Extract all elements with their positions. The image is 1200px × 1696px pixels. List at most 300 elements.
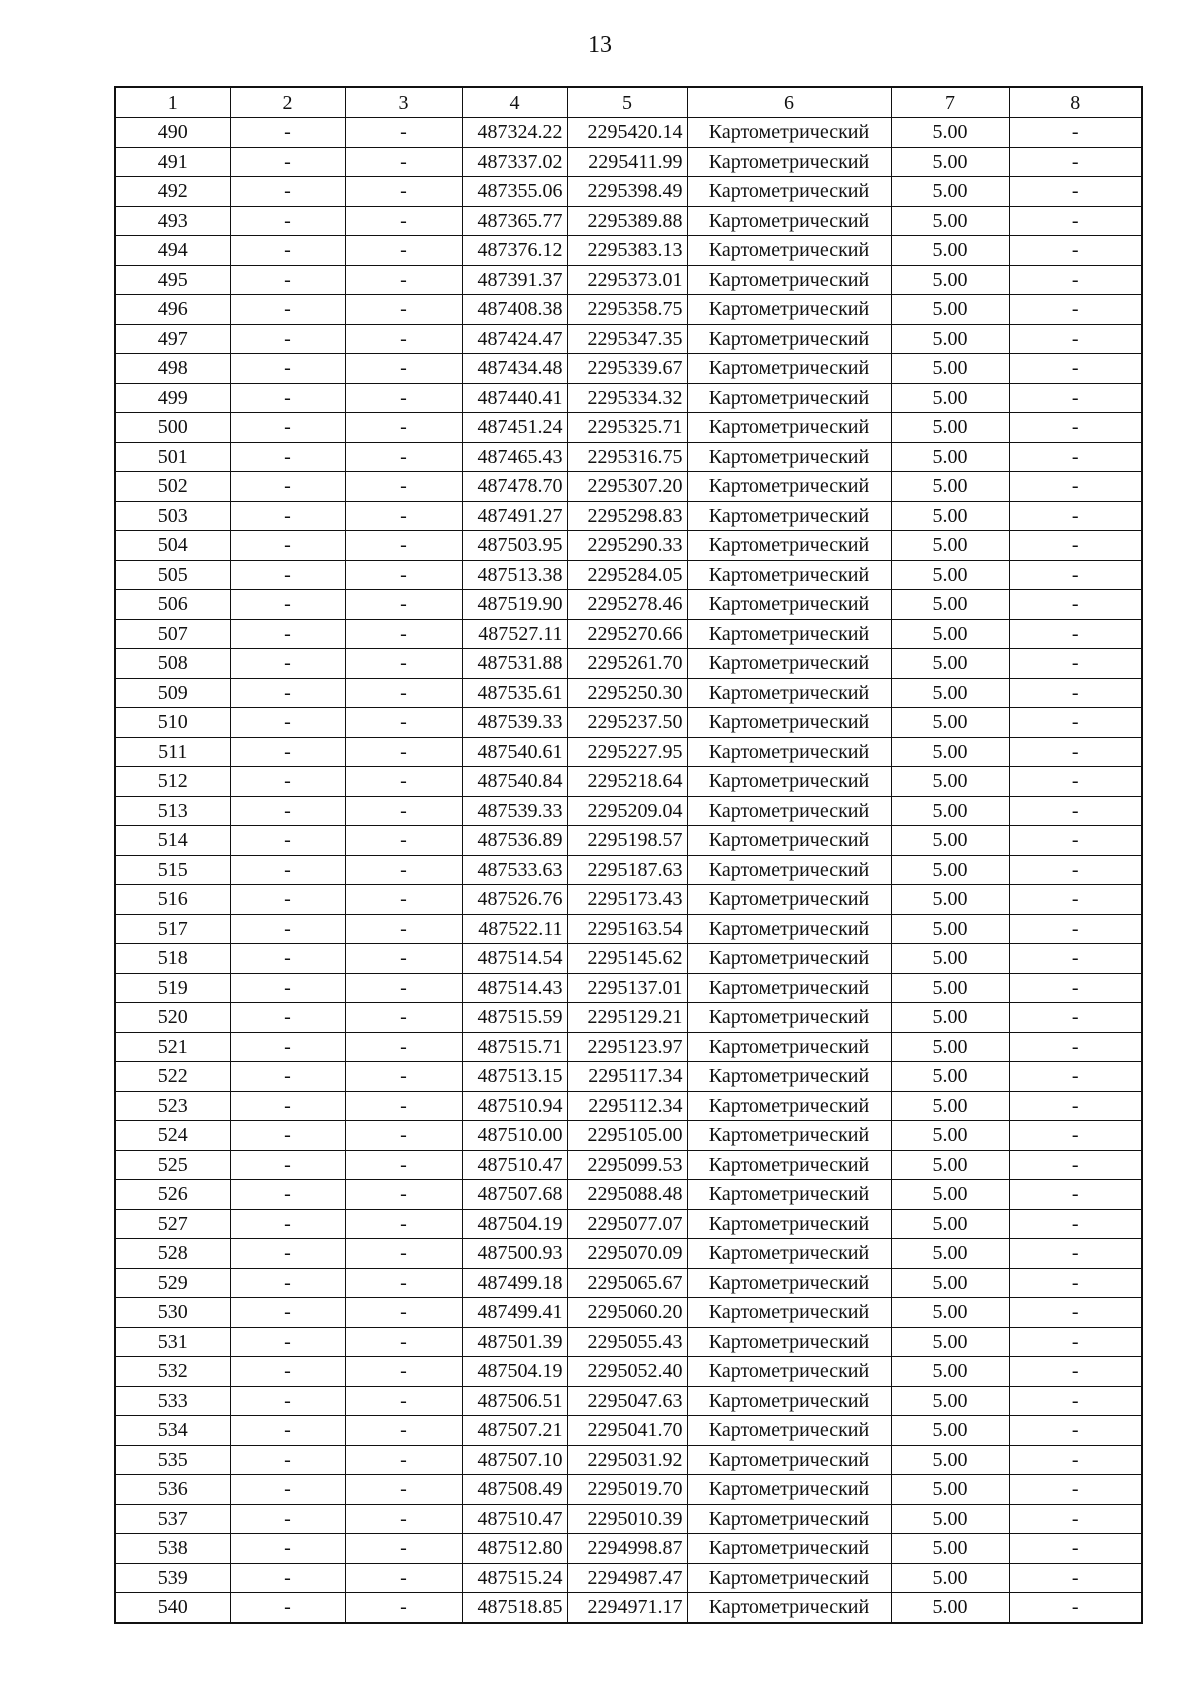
point-number-cell: 530 bbox=[115, 1298, 230, 1328]
accuracy-cell: 5.00 bbox=[891, 1298, 1009, 1328]
col3-cell: - bbox=[345, 265, 462, 295]
table-row bbox=[115, 147, 1142, 177]
col2-cell: - bbox=[230, 413, 345, 443]
x-coordinate-cell: 487391.37 bbox=[462, 265, 567, 295]
col8-cell: - bbox=[1009, 206, 1142, 236]
col3-cell: - bbox=[345, 295, 462, 325]
table-row bbox=[115, 265, 1142, 295]
point-number-cell: 510 bbox=[115, 708, 230, 738]
y-coordinate-cell: 2295077.07 bbox=[567, 1209, 687, 1239]
y-coordinate-cell: 2295065.67 bbox=[567, 1268, 687, 1298]
x-coordinate-cell: 487513.15 bbox=[462, 1062, 567, 1092]
x-coordinate-cell: 487501.39 bbox=[462, 1327, 567, 1357]
table-row bbox=[115, 737, 1142, 767]
point-number-cell: 511 bbox=[115, 737, 230, 767]
col2-cell: - bbox=[230, 767, 345, 797]
point-number-cell: 533 bbox=[115, 1386, 230, 1416]
table-row bbox=[115, 678, 1142, 708]
col2-cell: - bbox=[230, 177, 345, 207]
col2-cell: - bbox=[230, 1091, 345, 1121]
col2-cell: - bbox=[230, 324, 345, 354]
point-number-cell: 517 bbox=[115, 914, 230, 944]
col8-cell: - bbox=[1009, 1475, 1142, 1505]
y-coordinate-cell: 2295261.70 bbox=[567, 649, 687, 679]
col3-cell: - bbox=[345, 177, 462, 207]
method-cell: Картометрический bbox=[687, 1003, 891, 1033]
col8-cell: - bbox=[1009, 1298, 1142, 1328]
y-coordinate-cell: 2295389.88 bbox=[567, 206, 687, 236]
col8-cell: - bbox=[1009, 531, 1142, 561]
table-row bbox=[115, 1593, 1142, 1623]
col8-cell: - bbox=[1009, 1386, 1142, 1416]
method-cell: Картометрический bbox=[687, 1327, 891, 1357]
col3-cell: - bbox=[345, 914, 462, 944]
accuracy-cell: 5.00 bbox=[891, 649, 1009, 679]
col3-cell: - bbox=[345, 1003, 462, 1033]
column-header: 3 bbox=[345, 87, 462, 118]
method-cell: Картометрический bbox=[687, 1209, 891, 1239]
accuracy-cell: 5.00 bbox=[891, 1357, 1009, 1387]
x-coordinate-cell: 487510.47 bbox=[462, 1150, 567, 1180]
y-coordinate-cell: 2295129.21 bbox=[567, 1003, 687, 1033]
x-coordinate-cell: 487518.85 bbox=[462, 1593, 567, 1623]
accuracy-cell: 5.00 bbox=[891, 1062, 1009, 1092]
col3-cell: - bbox=[345, 1121, 462, 1151]
col2-cell: - bbox=[230, 118, 345, 148]
table-row bbox=[115, 590, 1142, 620]
col8-cell: - bbox=[1009, 413, 1142, 443]
table-row bbox=[115, 442, 1142, 472]
col8-cell: - bbox=[1009, 855, 1142, 885]
method-cell: Картометрический bbox=[687, 1298, 891, 1328]
y-coordinate-cell: 2295227.95 bbox=[567, 737, 687, 767]
method-cell: Картометрический bbox=[687, 118, 891, 148]
table-row bbox=[115, 531, 1142, 561]
accuracy-cell: 5.00 bbox=[891, 1209, 1009, 1239]
col8-cell: - bbox=[1009, 973, 1142, 1003]
table-row bbox=[115, 1268, 1142, 1298]
table-row bbox=[115, 1003, 1142, 1033]
table-row bbox=[115, 383, 1142, 413]
col2-cell: - bbox=[230, 1534, 345, 1564]
col3-cell: - bbox=[345, 1239, 462, 1269]
table-row bbox=[115, 1209, 1142, 1239]
method-cell: Картометрический bbox=[687, 354, 891, 384]
col3-cell: - bbox=[345, 1209, 462, 1239]
col3-cell: - bbox=[345, 1268, 462, 1298]
method-cell: Картометрический bbox=[687, 413, 891, 443]
x-coordinate-cell: 487451.24 bbox=[462, 413, 567, 443]
point-number-cell: 508 bbox=[115, 649, 230, 679]
y-coordinate-cell: 2295031.92 bbox=[567, 1445, 687, 1475]
point-number-cell: 527 bbox=[115, 1209, 230, 1239]
method-cell: Картометрический bbox=[687, 442, 891, 472]
x-coordinate-cell: 487515.24 bbox=[462, 1563, 567, 1593]
col2-cell: - bbox=[230, 1327, 345, 1357]
table-row bbox=[115, 649, 1142, 679]
x-coordinate-cell: 487434.48 bbox=[462, 354, 567, 384]
accuracy-cell: 5.00 bbox=[891, 944, 1009, 974]
y-coordinate-cell: 2294987.47 bbox=[567, 1563, 687, 1593]
point-number-cell: 524 bbox=[115, 1121, 230, 1151]
col2-cell: - bbox=[230, 501, 345, 531]
point-number-cell: 540 bbox=[115, 1593, 230, 1623]
col2-cell: - bbox=[230, 590, 345, 620]
method-cell: Картометрический bbox=[687, 1032, 891, 1062]
point-number-cell: 515 bbox=[115, 855, 230, 885]
x-coordinate-cell: 487514.54 bbox=[462, 944, 567, 974]
method-cell: Картометрический bbox=[687, 295, 891, 325]
accuracy-cell: 5.00 bbox=[891, 1504, 1009, 1534]
y-coordinate-cell: 2295420.14 bbox=[567, 118, 687, 148]
col3-cell: - bbox=[345, 973, 462, 1003]
point-number-cell: 509 bbox=[115, 678, 230, 708]
table-row bbox=[115, 944, 1142, 974]
accuracy-cell: 5.00 bbox=[891, 737, 1009, 767]
col3-cell: - bbox=[345, 1327, 462, 1357]
col3-cell: - bbox=[345, 1062, 462, 1092]
accuracy-cell: 5.00 bbox=[891, 1268, 1009, 1298]
x-coordinate-cell: 487503.95 bbox=[462, 531, 567, 561]
y-coordinate-cell: 2295070.09 bbox=[567, 1239, 687, 1269]
col3-cell: - bbox=[345, 1150, 462, 1180]
table-row bbox=[115, 324, 1142, 354]
accuracy-cell: 5.00 bbox=[891, 501, 1009, 531]
accuracy-cell: 5.00 bbox=[891, 354, 1009, 384]
col8-cell: - bbox=[1009, 767, 1142, 797]
x-coordinate-cell: 487512.80 bbox=[462, 1534, 567, 1564]
point-number-cell: 532 bbox=[115, 1357, 230, 1387]
x-coordinate-cell: 487424.47 bbox=[462, 324, 567, 354]
y-coordinate-cell: 2294971.17 bbox=[567, 1593, 687, 1623]
col8-cell: - bbox=[1009, 177, 1142, 207]
table-row bbox=[115, 206, 1142, 236]
y-coordinate-cell: 2295307.20 bbox=[567, 472, 687, 502]
method-cell: Картометрический bbox=[687, 590, 891, 620]
point-number-cell: 497 bbox=[115, 324, 230, 354]
point-number-cell: 525 bbox=[115, 1150, 230, 1180]
x-coordinate-cell: 487365.77 bbox=[462, 206, 567, 236]
table-row bbox=[115, 914, 1142, 944]
col8-cell: - bbox=[1009, 649, 1142, 679]
column-header: 2 bbox=[230, 87, 345, 118]
accuracy-cell: 5.00 bbox=[891, 619, 1009, 649]
point-number-cell: 539 bbox=[115, 1563, 230, 1593]
col8-cell: - bbox=[1009, 1593, 1142, 1623]
method-cell: Картометрический bbox=[687, 737, 891, 767]
point-number-cell: 498 bbox=[115, 354, 230, 384]
y-coordinate-cell: 2295187.63 bbox=[567, 855, 687, 885]
method-cell: Картометрический bbox=[687, 1180, 891, 1210]
col8-cell: - bbox=[1009, 472, 1142, 502]
col8-cell: - bbox=[1009, 118, 1142, 148]
col8-cell: - bbox=[1009, 885, 1142, 915]
y-coordinate-cell: 2295052.40 bbox=[567, 1357, 687, 1387]
col2-cell: - bbox=[230, 678, 345, 708]
col3-cell: - bbox=[345, 413, 462, 443]
x-coordinate-cell: 487533.63 bbox=[462, 855, 567, 885]
x-coordinate-cell: 487324.22 bbox=[462, 118, 567, 148]
column-header: 1 bbox=[115, 87, 230, 118]
table-row bbox=[115, 354, 1142, 384]
point-number-cell: 519 bbox=[115, 973, 230, 1003]
col8-cell: - bbox=[1009, 265, 1142, 295]
y-coordinate-cell: 2295250.30 bbox=[567, 678, 687, 708]
col8-cell: - bbox=[1009, 442, 1142, 472]
accuracy-cell: 5.00 bbox=[891, 1091, 1009, 1121]
accuracy-cell: 5.00 bbox=[891, 177, 1009, 207]
method-cell: Картометрический bbox=[687, 531, 891, 561]
col2-cell: - bbox=[230, 944, 345, 974]
x-coordinate-cell: 487504.19 bbox=[462, 1209, 567, 1239]
point-number-cell: 520 bbox=[115, 1003, 230, 1033]
col8-cell: - bbox=[1009, 590, 1142, 620]
y-coordinate-cell: 2295123.97 bbox=[567, 1032, 687, 1062]
col3-cell: - bbox=[345, 1445, 462, 1475]
method-cell: Картометрический bbox=[687, 560, 891, 590]
col3-cell: - bbox=[345, 649, 462, 679]
x-coordinate-cell: 487507.68 bbox=[462, 1180, 567, 1210]
point-number-cell: 521 bbox=[115, 1032, 230, 1062]
col8-cell: - bbox=[1009, 1534, 1142, 1564]
col8-cell: - bbox=[1009, 708, 1142, 738]
col8-cell: - bbox=[1009, 295, 1142, 325]
y-coordinate-cell: 2295334.32 bbox=[567, 383, 687, 413]
table-row bbox=[115, 295, 1142, 325]
table-row bbox=[115, 472, 1142, 502]
x-coordinate-cell: 487515.71 bbox=[462, 1032, 567, 1062]
col8-cell: - bbox=[1009, 383, 1142, 413]
method-cell: Картометрический bbox=[687, 206, 891, 236]
col2-cell: - bbox=[230, 560, 345, 590]
method-cell: Картометрический bbox=[687, 973, 891, 1003]
x-coordinate-cell: 487540.84 bbox=[462, 767, 567, 797]
col8-cell: - bbox=[1009, 737, 1142, 767]
col8-cell: - bbox=[1009, 1563, 1142, 1593]
method-cell: Картометрический bbox=[687, 914, 891, 944]
accuracy-cell: 5.00 bbox=[891, 442, 1009, 472]
col3-cell: - bbox=[345, 531, 462, 561]
x-coordinate-cell: 487478.70 bbox=[462, 472, 567, 502]
x-coordinate-cell: 487539.33 bbox=[462, 708, 567, 738]
accuracy-cell: 5.00 bbox=[891, 413, 1009, 443]
point-number-cell: 512 bbox=[115, 767, 230, 797]
table-row bbox=[115, 177, 1142, 207]
col3-cell: - bbox=[345, 118, 462, 148]
y-coordinate-cell: 2295398.49 bbox=[567, 177, 687, 207]
y-coordinate-cell: 2295060.20 bbox=[567, 1298, 687, 1328]
col8-cell: - bbox=[1009, 1268, 1142, 1298]
method-cell: Картометрический bbox=[687, 1268, 891, 1298]
col2-cell: - bbox=[230, 1357, 345, 1387]
y-coordinate-cell: 2295019.70 bbox=[567, 1475, 687, 1505]
y-coordinate-cell: 2295145.62 bbox=[567, 944, 687, 974]
col8-cell: - bbox=[1009, 1504, 1142, 1534]
col2-cell: - bbox=[230, 1504, 345, 1534]
point-number-cell: 494 bbox=[115, 236, 230, 266]
table-row bbox=[115, 855, 1142, 885]
accuracy-cell: 5.00 bbox=[891, 796, 1009, 826]
method-cell: Картометрический bbox=[687, 649, 891, 679]
y-coordinate-cell: 2295198.57 bbox=[567, 826, 687, 856]
col3-cell: - bbox=[345, 206, 462, 236]
y-coordinate-cell: 2295218.64 bbox=[567, 767, 687, 797]
x-coordinate-cell: 487536.89 bbox=[462, 826, 567, 856]
point-number-cell: 528 bbox=[115, 1239, 230, 1269]
accuracy-cell: 5.00 bbox=[891, 678, 1009, 708]
accuracy-cell: 5.00 bbox=[891, 826, 1009, 856]
col8-cell: - bbox=[1009, 324, 1142, 354]
method-cell: Картометрический bbox=[687, 1563, 891, 1593]
col2-cell: - bbox=[230, 1268, 345, 1298]
col2-cell: - bbox=[230, 973, 345, 1003]
col8-cell: - bbox=[1009, 826, 1142, 856]
y-coordinate-cell: 2295290.33 bbox=[567, 531, 687, 561]
column-header: 6 bbox=[687, 87, 891, 118]
x-coordinate-cell: 487510.00 bbox=[462, 1121, 567, 1151]
table-row bbox=[115, 973, 1142, 1003]
method-cell: Картометрический bbox=[687, 1239, 891, 1269]
col3-cell: - bbox=[345, 590, 462, 620]
y-coordinate-cell: 2295339.67 bbox=[567, 354, 687, 384]
col3-cell: - bbox=[345, 737, 462, 767]
y-coordinate-cell: 2295284.05 bbox=[567, 560, 687, 590]
y-coordinate-cell: 2295270.66 bbox=[567, 619, 687, 649]
col2-cell: - bbox=[230, 295, 345, 325]
point-number-cell: 491 bbox=[115, 147, 230, 177]
table-row bbox=[115, 826, 1142, 856]
col3-cell: - bbox=[345, 324, 462, 354]
x-coordinate-cell: 487408.38 bbox=[462, 295, 567, 325]
x-coordinate-cell: 487515.59 bbox=[462, 1003, 567, 1033]
point-number-cell: 504 bbox=[115, 531, 230, 561]
x-coordinate-cell: 487499.41 bbox=[462, 1298, 567, 1328]
table-row bbox=[115, 1475, 1142, 1505]
col2-cell: - bbox=[230, 649, 345, 679]
x-coordinate-cell: 487506.51 bbox=[462, 1386, 567, 1416]
col2-cell: - bbox=[230, 1121, 345, 1151]
table-row bbox=[115, 708, 1142, 738]
col2-cell: - bbox=[230, 354, 345, 384]
x-coordinate-cell: 487507.21 bbox=[462, 1416, 567, 1446]
accuracy-cell: 5.00 bbox=[891, 206, 1009, 236]
method-cell: Картометрический bbox=[687, 944, 891, 974]
point-number-cell: 534 bbox=[115, 1416, 230, 1446]
table-row bbox=[115, 1239, 1142, 1269]
point-number-cell: 514 bbox=[115, 826, 230, 856]
x-coordinate-cell: 487499.18 bbox=[462, 1268, 567, 1298]
point-number-cell: 505 bbox=[115, 560, 230, 590]
table-row bbox=[115, 560, 1142, 590]
table-body bbox=[115, 118, 1142, 1623]
col2-cell: - bbox=[230, 1475, 345, 1505]
col3-cell: - bbox=[345, 678, 462, 708]
col3-cell: - bbox=[345, 354, 462, 384]
col8-cell: - bbox=[1009, 560, 1142, 590]
method-cell: Картометрический bbox=[687, 1386, 891, 1416]
point-number-cell: 536 bbox=[115, 1475, 230, 1505]
accuracy-cell: 5.00 bbox=[891, 147, 1009, 177]
x-coordinate-cell: 487500.93 bbox=[462, 1239, 567, 1269]
col8-cell: - bbox=[1009, 1357, 1142, 1387]
y-coordinate-cell: 2295298.83 bbox=[567, 501, 687, 531]
col3-cell: - bbox=[345, 708, 462, 738]
x-coordinate-cell: 487540.61 bbox=[462, 737, 567, 767]
header-row bbox=[115, 87, 1142, 118]
y-coordinate-cell: 2295358.75 bbox=[567, 295, 687, 325]
col8-cell: - bbox=[1009, 147, 1142, 177]
col8-cell: - bbox=[1009, 619, 1142, 649]
col3-cell: - bbox=[345, 236, 462, 266]
col8-cell: - bbox=[1009, 236, 1142, 266]
col2-cell: - bbox=[230, 826, 345, 856]
accuracy-cell: 5.00 bbox=[891, 324, 1009, 354]
y-coordinate-cell: 2294998.87 bbox=[567, 1534, 687, 1564]
col3-cell: - bbox=[345, 826, 462, 856]
col3-cell: - bbox=[345, 944, 462, 974]
col3-cell: - bbox=[345, 1032, 462, 1062]
x-coordinate-cell: 487539.33 bbox=[462, 796, 567, 826]
point-number-cell: 496 bbox=[115, 295, 230, 325]
col3-cell: - bbox=[345, 1534, 462, 1564]
col3-cell: - bbox=[345, 1386, 462, 1416]
accuracy-cell: 5.00 bbox=[891, 1032, 1009, 1062]
point-number-cell: 513 bbox=[115, 796, 230, 826]
table-row bbox=[115, 1534, 1142, 1564]
table-row bbox=[115, 1298, 1142, 1328]
table-row bbox=[115, 1150, 1142, 1180]
col2-cell: - bbox=[230, 1003, 345, 1033]
y-coordinate-cell: 2295163.54 bbox=[567, 914, 687, 944]
col8-cell: - bbox=[1009, 678, 1142, 708]
table-row bbox=[115, 501, 1142, 531]
y-coordinate-cell: 2295105.00 bbox=[567, 1121, 687, 1151]
col3-cell: - bbox=[345, 1180, 462, 1210]
column-header: 5 bbox=[567, 87, 687, 118]
point-number-cell: 522 bbox=[115, 1062, 230, 1092]
y-coordinate-cell: 2295173.43 bbox=[567, 885, 687, 915]
accuracy-cell: 5.00 bbox=[891, 855, 1009, 885]
col2-cell: - bbox=[230, 1062, 345, 1092]
accuracy-cell: 5.00 bbox=[891, 1534, 1009, 1564]
col3-cell: - bbox=[345, 1593, 462, 1623]
x-coordinate-cell: 487527.11 bbox=[462, 619, 567, 649]
col8-cell: - bbox=[1009, 1091, 1142, 1121]
x-coordinate-cell: 487510.47 bbox=[462, 1504, 567, 1534]
accuracy-cell: 5.00 bbox=[891, 1239, 1009, 1269]
coordinates-table bbox=[114, 86, 1143, 1624]
method-cell: Картометрический bbox=[687, 1445, 891, 1475]
col2-cell: - bbox=[230, 619, 345, 649]
col2-cell: - bbox=[230, 708, 345, 738]
x-coordinate-cell: 487522.11 bbox=[462, 914, 567, 944]
accuracy-cell: 5.00 bbox=[891, 1386, 1009, 1416]
col8-cell: - bbox=[1009, 1327, 1142, 1357]
point-number-cell: 490 bbox=[115, 118, 230, 148]
table-row bbox=[115, 1121, 1142, 1151]
method-cell: Картометрический bbox=[687, 1504, 891, 1534]
y-coordinate-cell: 2295099.53 bbox=[567, 1150, 687, 1180]
table-row bbox=[115, 1327, 1142, 1357]
y-coordinate-cell: 2295117.34 bbox=[567, 1062, 687, 1092]
col2-cell: - bbox=[230, 206, 345, 236]
table-row bbox=[115, 118, 1142, 148]
y-coordinate-cell: 2295237.50 bbox=[567, 708, 687, 738]
accuracy-cell: 5.00 bbox=[891, 383, 1009, 413]
col3-cell: - bbox=[345, 885, 462, 915]
table-row bbox=[115, 1445, 1142, 1475]
col3-cell: - bbox=[345, 1416, 462, 1446]
